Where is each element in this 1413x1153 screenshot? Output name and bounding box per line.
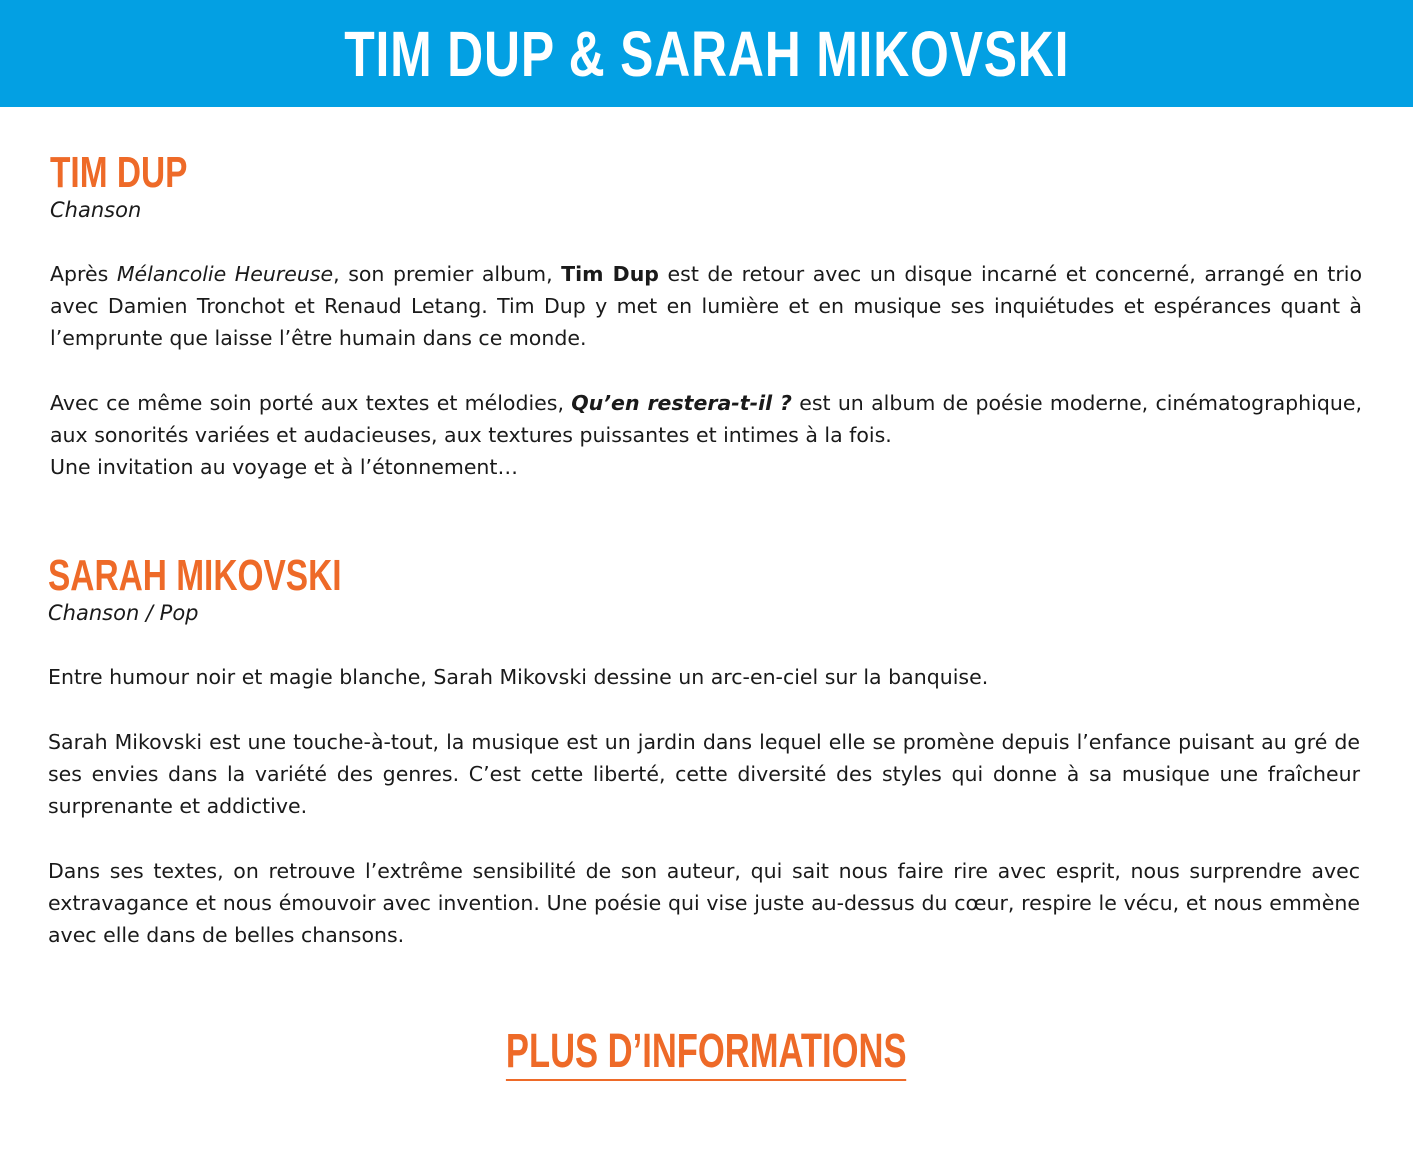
artist-description-paragraph: Dans ses textes, on retrouve l’extrême sensibilité de son auteur, qui sait nous faire rire avec esprit, nous surprendre avec extravagance et nous émouvoir avec invention. Une poésie qui vise juste au-dessus du cœur, respire le vécu, et nous emmène avec elle dans de belles chansons.: [48, 859, 1360, 947]
artist-name: SARAH MIKOVSKI: [48, 551, 342, 600]
page-title: TIM DUP & SARAH MIKOVSKI: [343, 17, 1070, 90]
more-info-container: [0, 1026, 1413, 1081]
artist-section-tim-dup: [50, 150, 1362, 483]
text-run: est de retour avec un disque incarné et concerné, arrangé en trio avec Damien Tronchot et Renaud Letang. Tim Dup y met en lumière et en musique ses inquiétudes et espérances quant à l’emprunte que laisse l’être humain dans ce monde.: [50, 262, 1363, 350]
artist-genre: Chanson: [50, 198, 142, 222]
artist-section-sarah-mikovski: [48, 553, 1360, 951]
artist-name: TIM DUP: [50, 148, 188, 197]
text-run: est un album de poésie moderne, cinématographique, aux sonorités variées et audacieuses, aux textures puissantes et intimes à la fois.: [50, 391, 1362, 447]
text-run: Après: [50, 262, 117, 286]
artist-description-paragraph: Entre humour noir et magie blanche, Sarah Mikovski dessine un arc-en-ciel sur la banquise.: [48, 665, 989, 689]
artist-name-bold: Tim Dup: [561, 262, 659, 286]
artist-description-paragraph: Sarah Mikovski est une touche-à-tout, la musique est un jardin dans lequel elle se promène depuis l’enfance puisant au gré de ses envies dans la variété des genres. C’est cette liberté, cette diversité des styles qui donne à sa musique une fraîcheur surprenante et addictive.: [48, 730, 1360, 818]
text-run: , son premier album,: [333, 262, 562, 286]
text-run: Une invitation au voyage et à l’étonnement…: [50, 455, 518, 479]
artist-description-paragraph: [50, 258, 1362, 354]
text-run: Avec ce même soin porté aux textes et mélodies,: [50, 391, 572, 415]
album-title: Mélancolie Heureuse: [116, 262, 334, 286]
album-title: Qu’en restera-t-il ?: [571, 391, 792, 415]
header-banner: [0, 0, 1413, 107]
more-info-link[interactable]: PLUS D’INFORMATIONS: [506, 1026, 907, 1081]
artist-genre: Chanson / Pop: [48, 601, 199, 625]
artist-description-paragraph: [50, 387, 1362, 483]
